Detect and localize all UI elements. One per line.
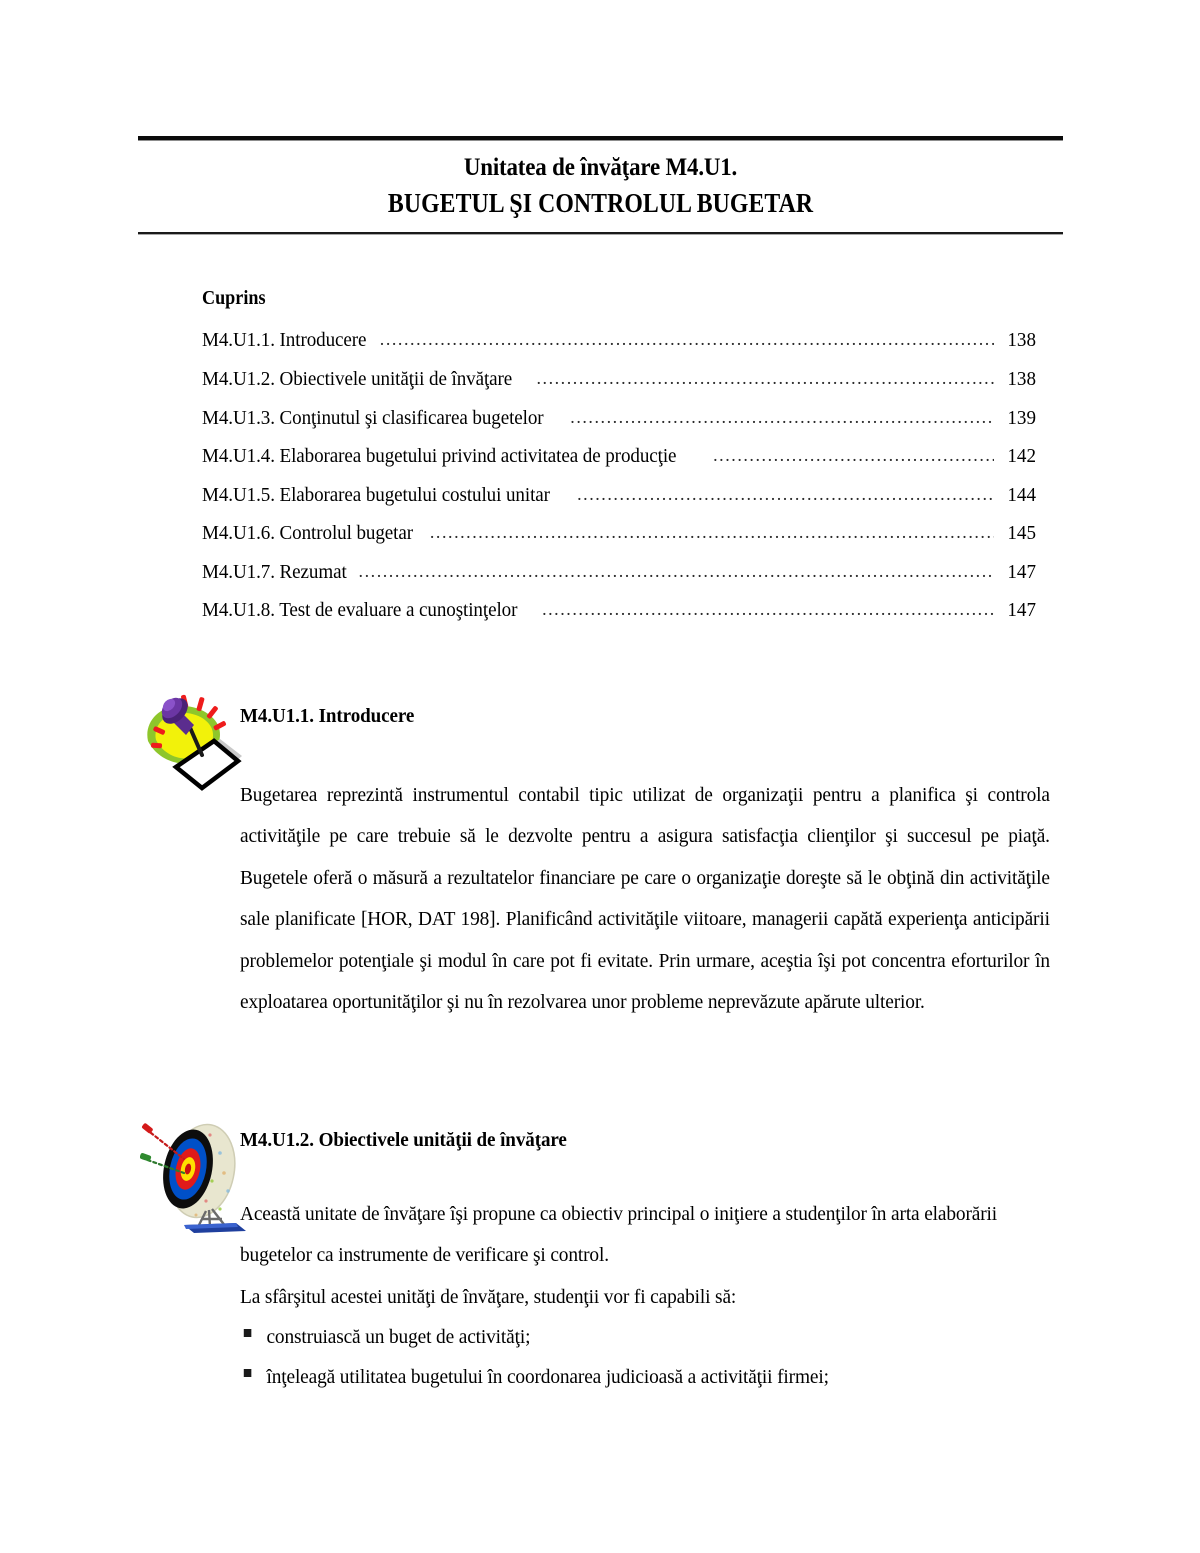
toc-entry[interactable] xyxy=(202,368,1036,392)
page-title-line-1: Unitatea de învăţare M4.U1. xyxy=(463,152,738,181)
list-item xyxy=(240,1318,1050,1358)
toc-entry-label: M4.U1.8. Test de evaluare a cunoştinţelor xyxy=(202,599,518,622)
toc-entry[interactable] xyxy=(202,522,1036,546)
list-item-label: înţeleagă utilitatea bugetului în coordonarea judicioasă a activităţii firmei; xyxy=(266,1366,829,1389)
table-of-contents xyxy=(202,288,1036,638)
toc-entry-label: M4.U1.7. Rezumat xyxy=(202,560,347,583)
toc-entry-page: 145 xyxy=(1007,522,1036,545)
toc-entry-label: M4.U1.1. Introducere xyxy=(202,329,367,352)
toc-entry[interactable] xyxy=(202,407,1036,431)
section-paragraph: Bugetarea reprezintă instrumentul contabil tipic utilizat de organizaţii pentru a planifica şi controla activităţile pe care trebuie să le dezvolte pentru a asigura satisfacţia clienţilor şi succesul pe piaţă. Bugetele oferă o măsură a rezultatelor financiare pe care o organizaţie doreşte să le obţină din activităţile sale planificate [HOR, DAT 198]. Planificând activităţile viitoare, managerii capătă experienţa anticipării problemelor potenţiale şi modul în care pot fi evitate. Prin urmare, aceştia îşi pot concentra eforturilor în exploatarea oportunităţilor şi nu în rezolvarea unor probleme neprevăzute apărute ulterior. xyxy=(240,784,1050,1014)
section-obiective xyxy=(240,1128,1050,1153)
toc-entry-label: M4.U1.3. Conţinutul şi clasificarea bugetelor xyxy=(202,406,544,429)
section-paragraph-2: La sfârşitul acestei unităţi de învăţare, studenţii vor fi capabili să: xyxy=(240,1285,737,1308)
objectives-list xyxy=(240,1318,1050,1398)
document-title-block xyxy=(138,136,1063,235)
toc-leader-dots xyxy=(359,561,994,582)
toc-entry-page: 139 xyxy=(1007,406,1036,429)
toc-entry-page: 144 xyxy=(1007,483,1036,506)
toc-entry[interactable] xyxy=(202,329,1036,353)
square-bullet-icon xyxy=(244,1329,252,1337)
toc-entry-page: 138 xyxy=(1007,329,1036,352)
toc-heading: Cuprins xyxy=(202,288,266,309)
toc-entry-label: M4.U1.4. Elaborarea bugetului privind activitatea de producţie xyxy=(202,445,677,468)
toc-entry-page: 142 xyxy=(1007,445,1036,468)
toc-leader-dots xyxy=(713,445,994,466)
toc-entry[interactable] xyxy=(202,599,1036,623)
page-title-line-2: BUGETUL ŞI CONTROLUL BUGETAR xyxy=(387,187,814,218)
toc-leader-dots xyxy=(430,522,994,543)
square-bullet-icon xyxy=(244,1369,252,1377)
title-bottom-rule xyxy=(138,232,1063,235)
toc-entry[interactable] xyxy=(202,561,1036,585)
toc-entry-page: 138 xyxy=(1007,368,1036,390)
toc-leader-dots xyxy=(570,407,994,428)
toc-entry-page: 147 xyxy=(1007,599,1036,622)
section-heading: M4.U1.1. Introducere xyxy=(240,705,415,727)
section-introducere xyxy=(240,704,1050,729)
section-introducere-body xyxy=(240,775,1050,1023)
toc-leader-dots xyxy=(380,329,994,350)
section-heading: M4.U1.2. Obiectivele unităţii de învăţare xyxy=(240,1129,567,1151)
toc-entry-page: 147 xyxy=(1007,560,1036,583)
toc-leader-dots xyxy=(577,484,994,505)
section-obiective-body xyxy=(240,1194,1050,1398)
toc-entry-label: M4.U1.5. Elaborarea bugetului costului unitar xyxy=(202,483,550,506)
toc-leader-dots xyxy=(536,368,994,389)
list-item xyxy=(240,1358,1050,1398)
section-paragraph-1: Această unitate de învăţare îşi propune ca obiectiv principal o iniţiere a studenţilor în arta elaborării bugetelor ca instrumente de verificare şi control. xyxy=(240,1203,998,1267)
toc-entry-label: M4.U1.2. Obiectivele unităţii de învăţare xyxy=(202,368,513,390)
toc-entry[interactable] xyxy=(202,484,1036,508)
toc-entry-label: M4.U1.6. Controlul bugetar xyxy=(202,522,413,545)
toc-entry[interactable] xyxy=(202,445,1036,469)
pushpin-note-icon xyxy=(138,693,248,793)
list-item-label: construiască un buget de activităţi; xyxy=(266,1326,531,1349)
toc-leader-dots xyxy=(542,599,994,620)
